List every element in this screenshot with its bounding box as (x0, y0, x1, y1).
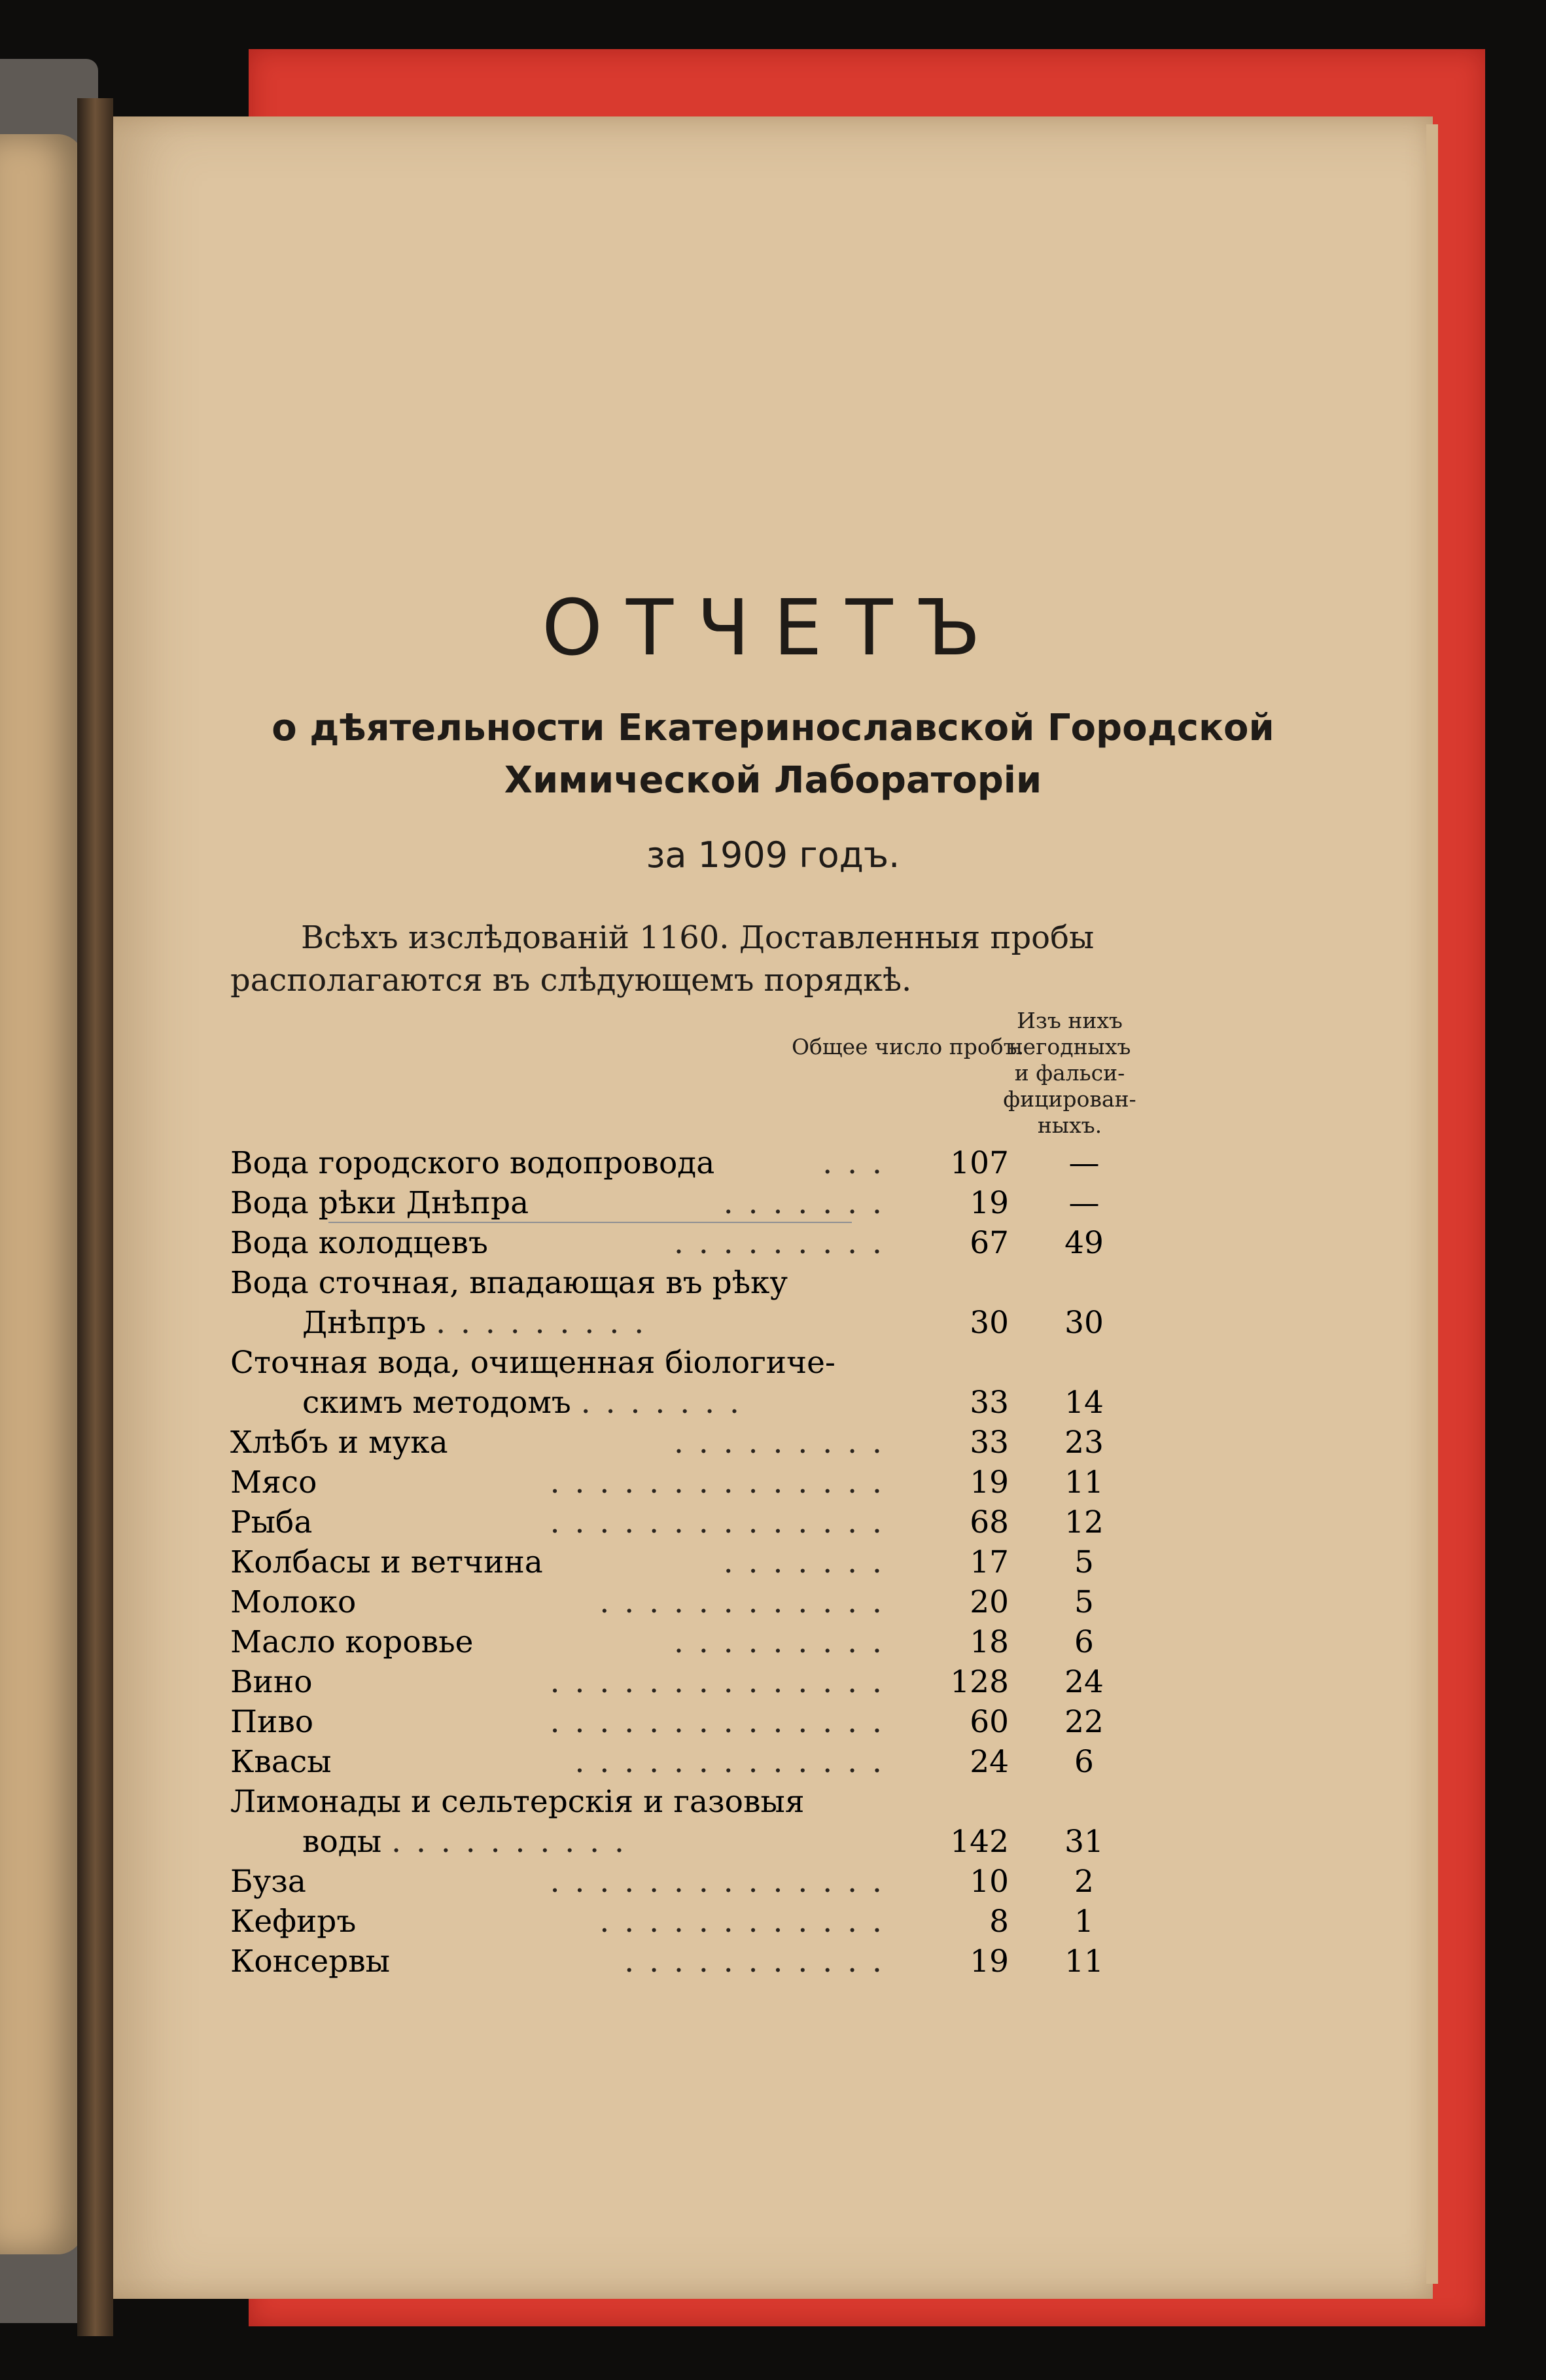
row-total: 19 (970, 1185, 1009, 1221)
table-row (230, 1584, 1159, 1624)
intro-line-1: Всѣхъ изслѣдованій 1160. Доставленныя пробы (301, 919, 1095, 956)
leader-dots: . . . . . . . . . (674, 1425, 885, 1461)
row-bad-count: 24 (1064, 1664, 1104, 1700)
column-header-total: Общее число пробъ. (792, 1034, 1025, 1059)
row-name: Мясо (230, 1465, 317, 1501)
row-name: Рыба (230, 1504, 313, 1540)
table-row (230, 1664, 1159, 1704)
page-right-edge (1426, 124, 1438, 2284)
leader-dots: . . . (822, 1145, 885, 1181)
row-name: Вода колодцевъ (230, 1225, 488, 1261)
row-bad-count: 31 (1064, 1824, 1104, 1860)
book-gutter (77, 98, 113, 2336)
row-bad-count: 1 (1074, 1904, 1094, 1940)
year-line: за 1909 годъ. (646, 834, 900, 876)
row-name: Лимонады и сельтерскія и газовыя (230, 1784, 805, 1820)
leader-dots: . . . . . . . (723, 1544, 885, 1580)
leader-dots: . . . . . . . . . (674, 1624, 885, 1660)
document-title: ОТЧЕТЪ (542, 582, 1004, 673)
row-name: Вода городского водопровода (230, 1145, 715, 1181)
row-bad-count: 6 (1074, 1624, 1094, 1660)
table-row (230, 1185, 1159, 1225)
row-bad-count: 11 (1064, 1465, 1104, 1501)
table-row (230, 1864, 1159, 1904)
row-bad-count: 11 (1064, 1944, 1104, 1980)
table-row (230, 1944, 1159, 1983)
row-total: 24 (970, 1744, 1009, 1780)
row-bad-count: 6 (1074, 1744, 1094, 1780)
row-total: 128 (950, 1664, 1009, 1700)
row-total: 19 (970, 1944, 1009, 1980)
row-total: 60 (970, 1704, 1009, 1740)
subtitle-line-1: о дѣятельности Екатеринославской Городской (272, 707, 1274, 749)
row-name-continuation: Днѣпръ . . . . . . . . . (302, 1305, 647, 1341)
table-row (230, 1624, 1159, 1664)
row-bad-count: 5 (1074, 1584, 1094, 1620)
row-bad-count: 49 (1064, 1225, 1104, 1261)
table-row (230, 1465, 1159, 1504)
samples-table (230, 1145, 1159, 1983)
row-total: 68 (970, 1504, 1009, 1540)
row-total: 67 (970, 1225, 1009, 1261)
leader-dots: . . . . . . . . . . . . . . (550, 1864, 885, 1900)
leader-dots: . . . . . . . . . (436, 1305, 647, 1341)
row-bad-count: 2 (1074, 1864, 1094, 1900)
row-bad-count: 14 (1064, 1385, 1104, 1421)
row-total: 142 (950, 1824, 1009, 1860)
leader-dots: . . . . . . . (723, 1185, 885, 1221)
table-row (230, 1345, 1159, 1425)
leader-dots: . . . . . . . . . . . . . . (550, 1704, 885, 1740)
pencil-underline (328, 1222, 852, 1223)
table-row (230, 1145, 1159, 1185)
row-name: Вода рѣки Днѣпра (230, 1185, 529, 1221)
row-bad-count: 22 (1064, 1704, 1104, 1740)
table-row (230, 1704, 1159, 1744)
row-total: 18 (970, 1624, 1009, 1660)
leader-dots: . . . . . . . . . . . . (599, 1904, 885, 1940)
table-row (230, 1544, 1159, 1584)
table-row (230, 1425, 1159, 1465)
row-bad-count: 23 (1064, 1425, 1104, 1461)
row-name: Буза (230, 1864, 306, 1900)
row-total: 33 (970, 1385, 1009, 1421)
row-name: Кефиръ (230, 1904, 357, 1940)
row-name: Молоко (230, 1584, 357, 1620)
row-total: 20 (970, 1584, 1009, 1620)
row-bad-count: 5 (1074, 1544, 1094, 1580)
column-header-bad: Изъ нихъ негодныхъ и фальси-фицирован-ныхъ. (1003, 1008, 1136, 1138)
row-total: 33 (970, 1425, 1009, 1461)
row-total: 10 (970, 1864, 1009, 1900)
row-name-continuation: воды . . . . . . . . . . (302, 1824, 627, 1860)
row-name: Вино (230, 1664, 313, 1700)
leader-dots: . . . . . . . . . . . . (599, 1584, 885, 1620)
row-name: Хлѣбъ и мука (230, 1425, 448, 1461)
leader-dots: . . . . . . . . . . . . . (574, 1744, 885, 1780)
row-name: Консервы (230, 1944, 391, 1980)
row-bad-count: — (1068, 1145, 1100, 1181)
leader-dots: . . . . . . . . . . . . . . (550, 1664, 885, 1700)
row-bad-count: 12 (1064, 1504, 1104, 1540)
subtitle-line-2: Химической Лабораторіи (504, 759, 1042, 802)
leader-dots: . . . . . . . . . (674, 1225, 885, 1261)
row-total: 30 (970, 1305, 1009, 1341)
leader-dots: . . . . . . . . . . . . . . (550, 1465, 885, 1501)
table-row (230, 1225, 1159, 1265)
row-name: Сточная вода, очищенная біологиче- (230, 1345, 835, 1381)
left-page-edge (0, 134, 84, 2254)
row-total: 8 (989, 1904, 1009, 1940)
leader-dots: . . . . . . . . . . . (624, 1944, 885, 1980)
table-row (230, 1784, 1159, 1864)
table-row (230, 1904, 1159, 1944)
row-name: Пиво (230, 1704, 314, 1740)
table-row (230, 1265, 1159, 1345)
intro-line-2: располагаются въ слѣдующемъ порядкѣ. (230, 962, 912, 999)
row-bad-count: — (1068, 1185, 1100, 1221)
row-bad-count: 30 (1064, 1305, 1104, 1341)
row-name: Масло коровье (230, 1624, 474, 1660)
row-name-continuation: скимъ методомъ . . . . . . . (302, 1385, 742, 1421)
row-name: Квасы (230, 1744, 332, 1780)
table-row (230, 1744, 1159, 1784)
table-row (230, 1504, 1159, 1544)
leader-dots: . . . . . . . (580, 1385, 742, 1421)
row-total: 17 (970, 1544, 1009, 1580)
row-name: Колбасы и ветчина (230, 1544, 543, 1580)
row-total: 19 (970, 1465, 1009, 1501)
leader-dots: . . . . . . . . . . . . . . (550, 1504, 885, 1540)
row-total: 107 (950, 1145, 1009, 1181)
leader-dots: . . . . . . . . . . (391, 1824, 627, 1860)
row-name: Вода сточная, впадающая въ рѣку (230, 1265, 788, 1301)
